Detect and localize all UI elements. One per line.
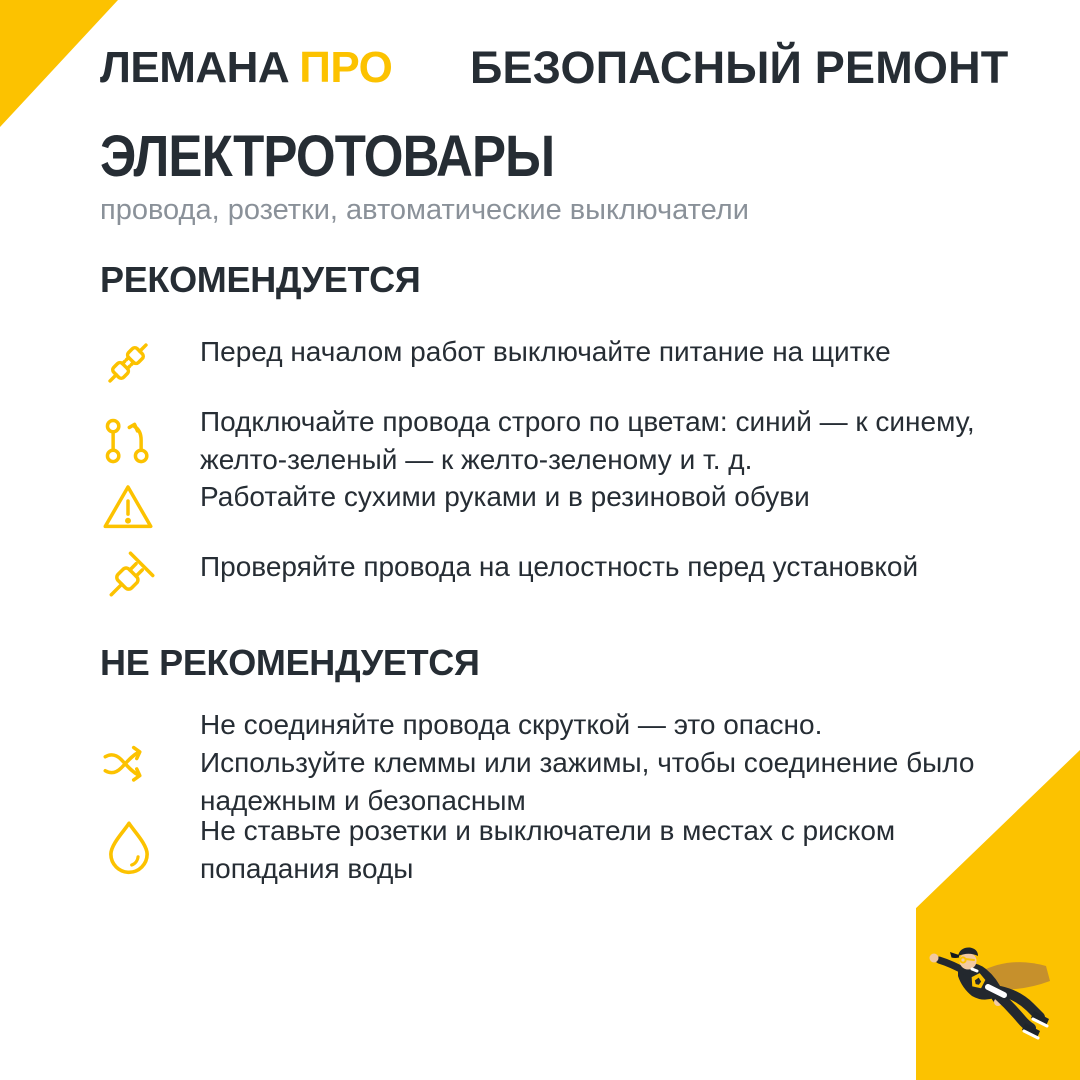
page-title: ЭЛЕКТРОТОВАРЫ [100,124,555,189]
brand-logo-accent: ПРО [299,43,393,92]
brand-logo-primary: ЛЕМАНА [100,43,290,92]
flying-superhero-illustration [922,936,1054,1042]
item-text-line: Используйте клеммы или зажимы, чтобы соединение было [200,747,975,778]
item-text-line: Не соединяйте провода скруткой — это опасно. [200,709,823,740]
item-text-line: Перед началом работ выключайте питание на щитке [200,336,891,367]
section-heading-not-recommended: НЕ РЕКОМЕНДУЕТСЯ [100,642,480,683]
item-text-line: Подключайте провода строго по цветам: синий — к синему, [200,406,975,437]
brand-logo [100,43,393,92]
twisted-wires-shuffle-icon [100,734,156,790]
warning-triangle-icon [100,480,156,536]
item-text-line: Проверяйте провода на целостность перед установкой [200,551,919,582]
item-text-line: Работайте сухими руками и в резиновой обуви [200,481,810,512]
item-text-line: попадания воды [200,853,414,884]
item-text-line: Не ставьте розетки и выключатели в местах с риском [200,815,896,846]
water-drop-icon [100,816,158,876]
page-subtitle: провода, розетки, автоматические выключатели [100,194,749,226]
color-wiring-branch-icon [100,413,156,469]
item-text-line: надежным и безопасным [200,785,526,816]
unplugged-connector-icon [100,335,156,391]
section-heading-recommended: РЕКОМЕНДУЕТСЯ [100,259,421,300]
item-text-line: желто-зеленый — к желто-зеленому и т. д. [200,444,753,475]
header-title: БЕЗОПАСНЫЙ РЕМОНТ [470,42,1009,93]
power-plug-icon [100,550,156,606]
